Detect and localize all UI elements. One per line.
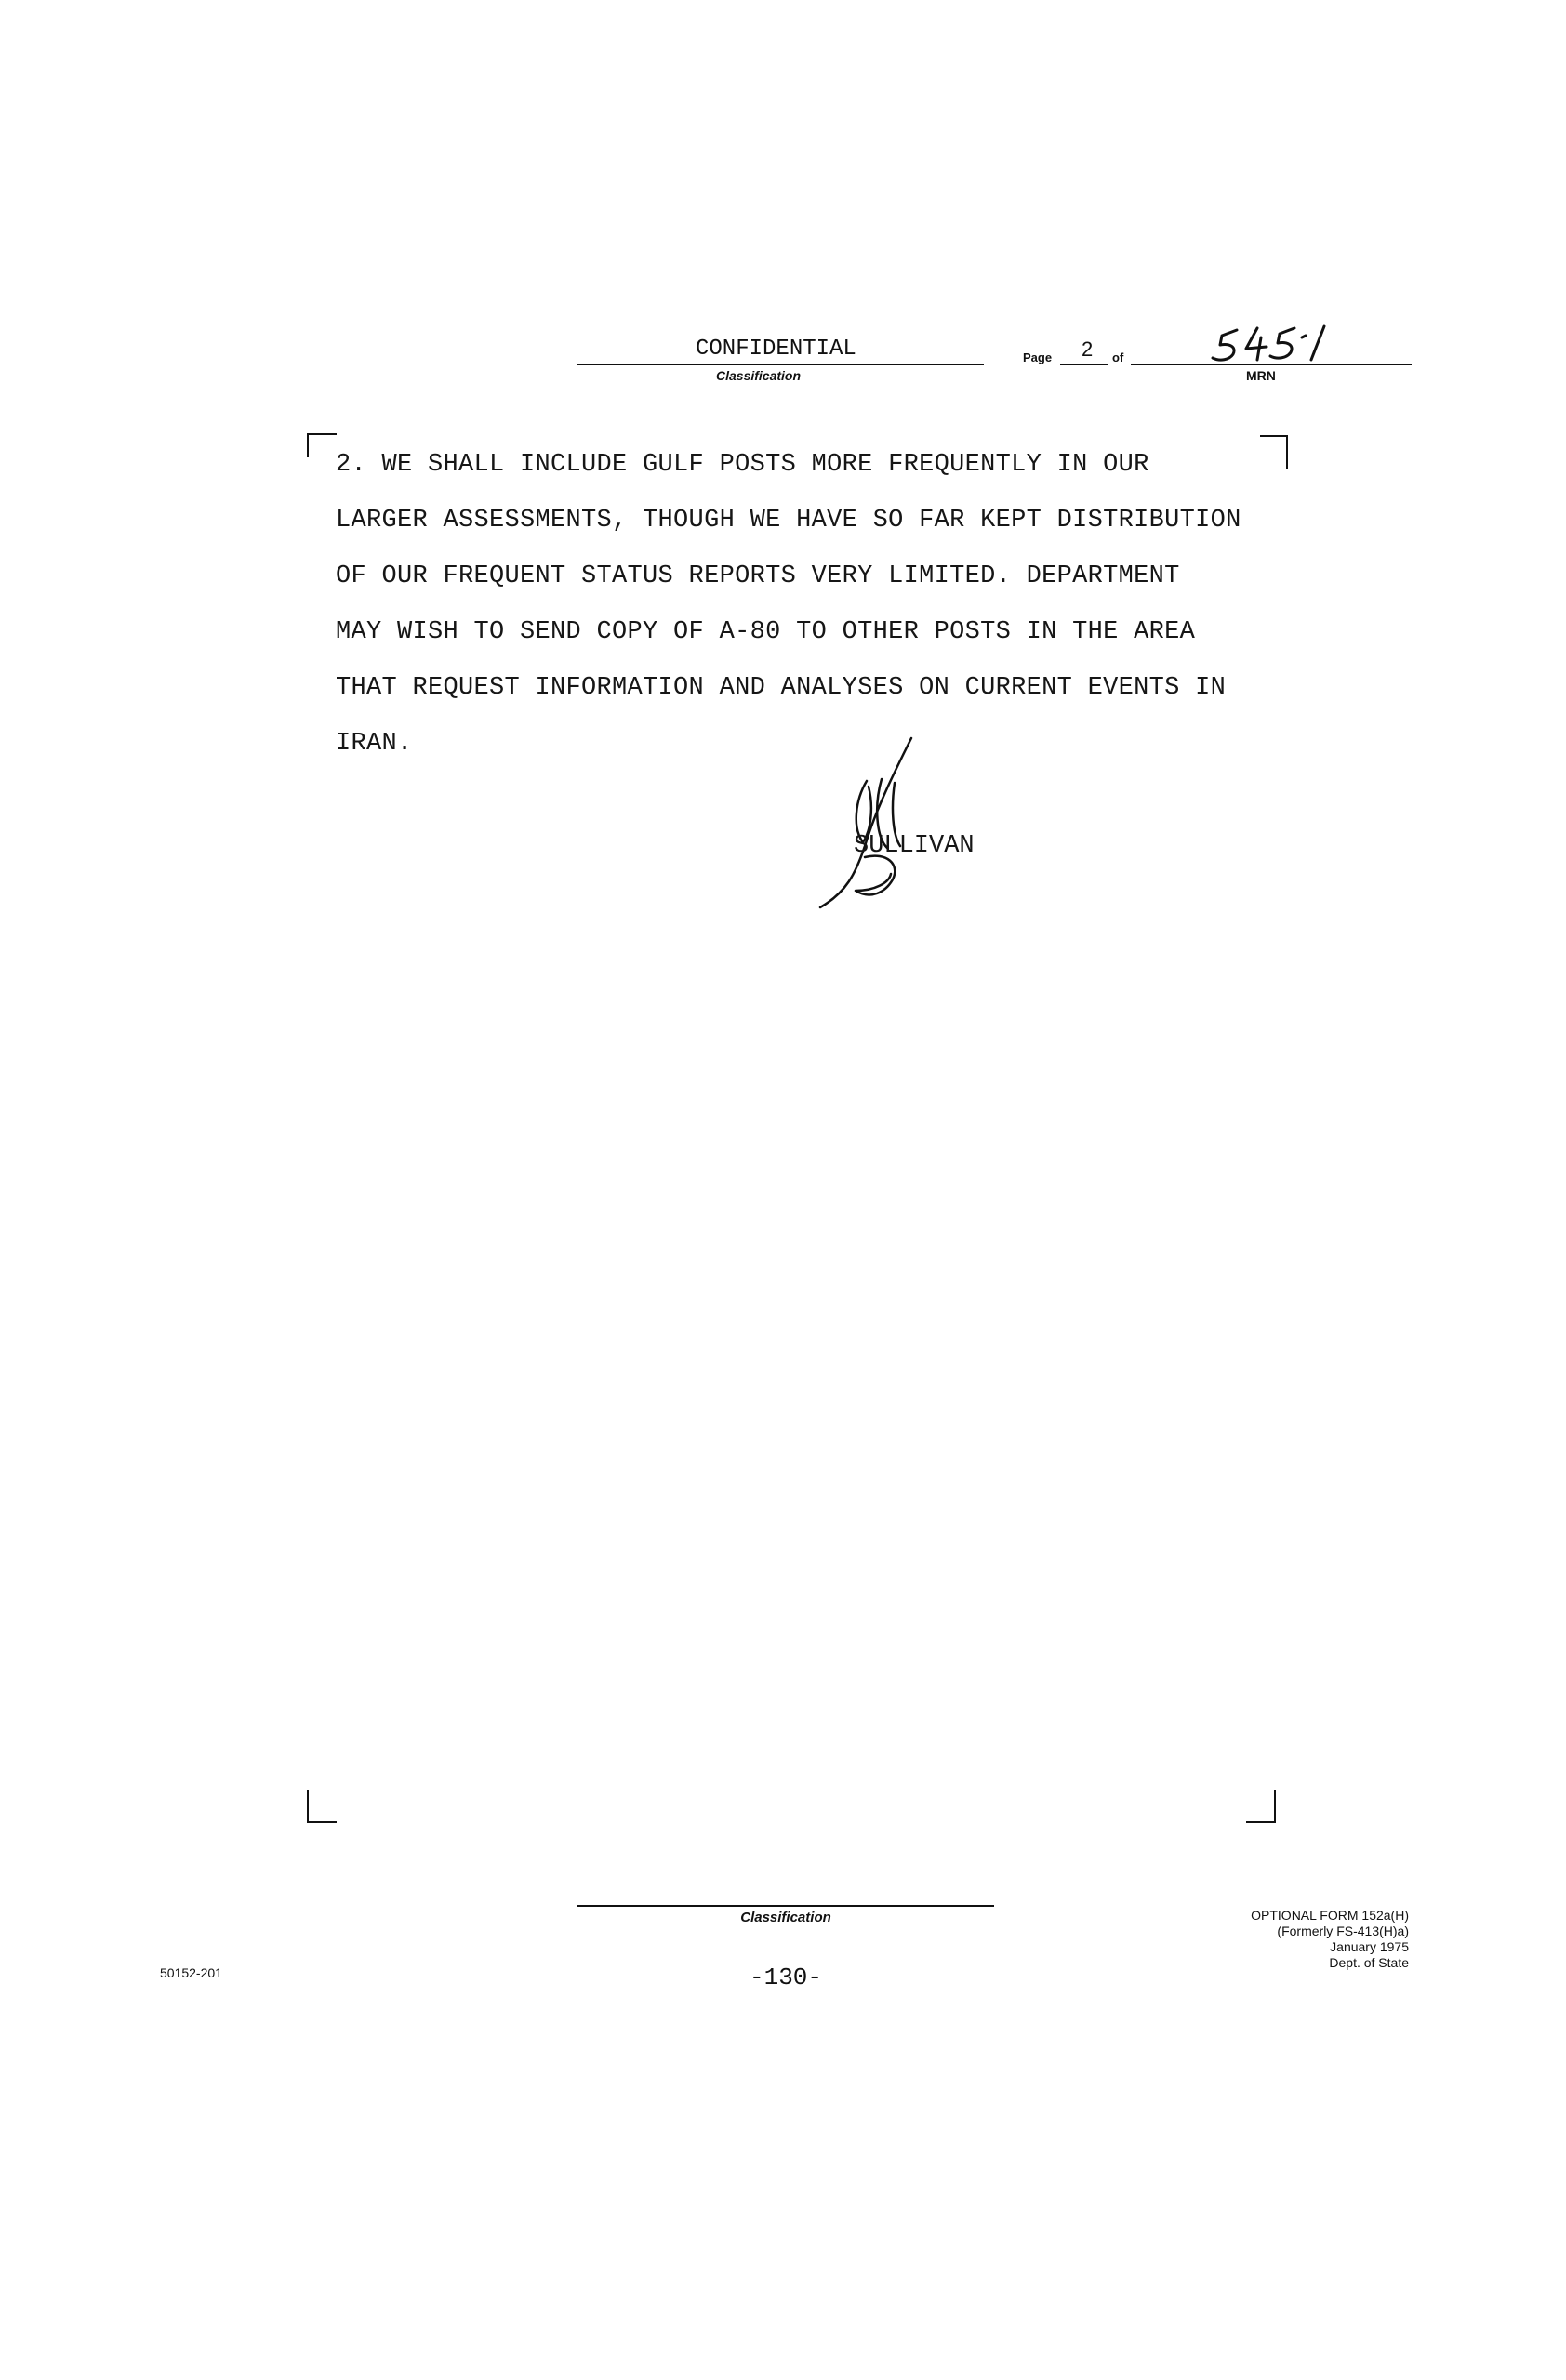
mrn-handwritten-number [1209,321,1358,367]
corner-bracket-top-left [307,433,337,457]
footer-form-line: Dept. of State [1329,1955,1409,1970]
footer-form-info [1153,1908,1409,1971]
footer-classification-label: Classification [740,1910,831,1925]
footer-classification-rule [577,1905,994,1907]
footer-form-line: (Formerly FS-413(H)a) [1277,1924,1409,1938]
footer-page-marker: -130- [749,1964,822,1991]
footer-form-code: 50152-201 [160,1965,222,1980]
header-classification: CONFIDENTIAL [696,337,856,362]
footer-form-line: OPTIONAL FORM 152a(H) [1251,1908,1409,1923]
signature-name: SULLIVAN [854,832,975,860]
body-paragraph: 2. WE SHALL INCLUDE GULF POSTS MORE FREQUENTLY IN OUR LARGER ASSESSMENTS, THOUGH WE HAVE SO FAR KEPT DISTRIBUTION OF OUR FREQUENT STATUS REPORTS VERY LIMITED. DEPARTMENT MAY WISH TO SEND COPY OF A-80 TO OTHER POSTS IN THE AREA THAT REQUEST INFORMATION AND ANALYSES ON CURRENT EVENTS IN IRAN. [336,451,1241,758]
header-page-rule [1060,364,1108,365]
header-mrn-label: MRN [1246,368,1276,383]
footer-form-line: January 1975 [1330,1939,1409,1954]
header-of-label: of [1112,350,1124,364]
header-classification-rule [577,364,984,365]
header-classification-label: Classification [716,368,802,383]
corner-bracket-bottom-right [1246,1790,1276,1823]
header-page-label: Page [1023,350,1053,364]
corner-bracket-bottom-left [307,1790,337,1823]
header-page-number: 2 [1082,337,1094,361]
signature-scribble [809,734,939,920]
